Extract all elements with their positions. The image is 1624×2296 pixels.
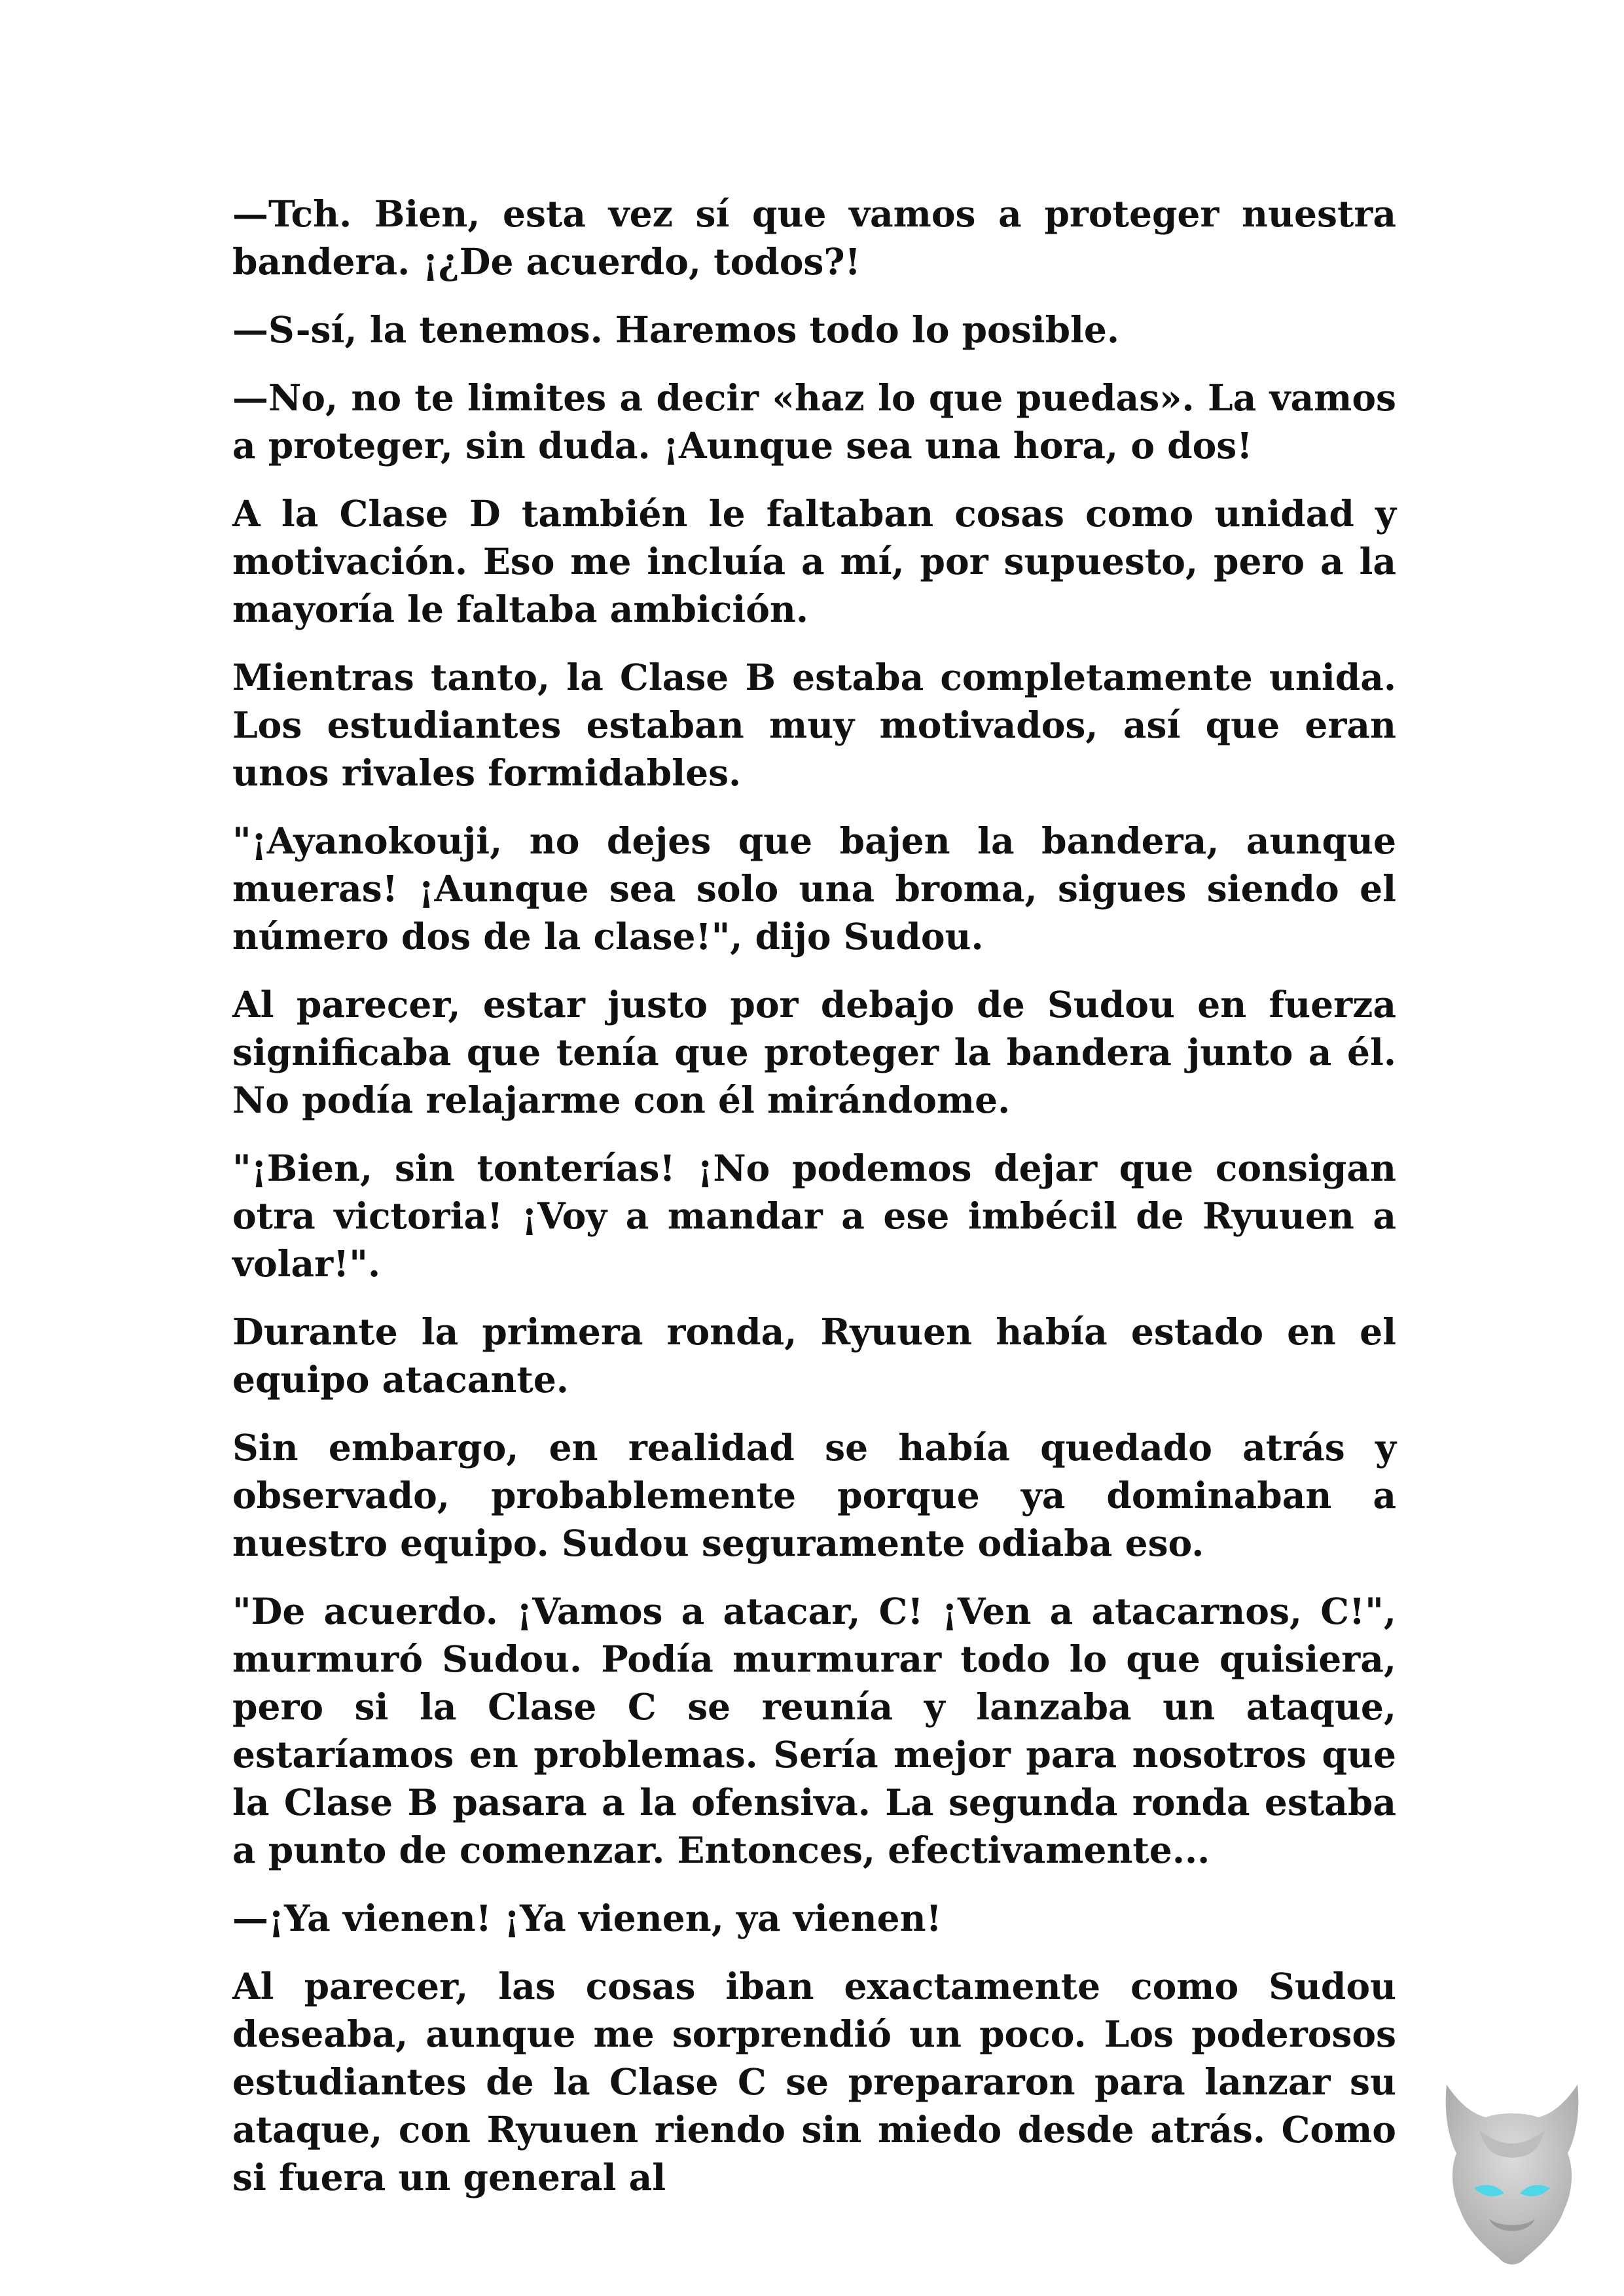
paragraph: —No, no te limites a decir «haz lo que puedas». La vamos a proteger, sin duda. ¡Aunque sea una hora, o dos! xyxy=(232,376,1396,467)
paragraph: Durante la primera ronda, Ryuuen había estado en el equipo atacante. xyxy=(232,1310,1396,1401)
paragraph: Al parecer, estar justo por debajo de Sudou en fuerza significaba que tenía que proteger la bandera junto a él. No podía relajarme con él mirándome. xyxy=(232,983,1396,1121)
paragraph: "¡Bien, sin tonterías! ¡No podemos dejar que consigan otra victoria! ¡Voy a mandar a ese imbécil de Ryuuen a volar!". xyxy=(232,1147,1396,1285)
paragraph: —Tch. Bien, esta vez sí que vamos a proteger nuestra bandera. ¡¿De acuerdo, todos?! xyxy=(232,192,1396,283)
paragraph: —¡Ya vienen! ¡Ya vienen, ya vienen! xyxy=(232,1897,942,1939)
paragraph: "De acuerdo. ¡Vamos a atacar, C! ¡Ven a atacarnos, C!", murmuró Sudou. Podía murmurar todo lo que quisiera, pero si la Clase C se reunía y lanzaba un ataque, estaríamos en problemas. Sería mejor para nosotros que la Clase B pasara a la ofensiva. La segunda ronda estaba a punto de comenzar. Entonces, efectivamente... xyxy=(232,1590,1396,1871)
paragraph: Sin embargo, en realidad se había quedado atrás y observado, probablemente porque ya dominaban a nuestro equipo. Sudou seguramente odiaba eso. xyxy=(232,1426,1396,1564)
page-body xyxy=(232,190,1396,2221)
paragraph: "¡Ayanokouji, no dejes que bajen la bandera, aunque mueras! ¡Aunque sea solo una broma, sigues siendo el número dos de la clase!", dijo Sudou. xyxy=(232,819,1396,958)
demon-head-icon xyxy=(1434,2078,1591,2274)
paragraph: —S-sí, la tenemos. Haremos todo lo posible. xyxy=(232,308,1120,351)
paragraph: Al parecer, las cosas iban exactamente como Sudou deseaba, aunque me sorprendió un poco. Los poderosos estudiantes de la Clase C se prepararon para lanzar su ataque, con Ryuuen riendo sin miedo desde atrás. Como si fuera un general al xyxy=(232,1965,1396,2198)
paragraph: A la Clase D también le faltaban cosas como unidad y motivación. Eso me incluía a mí, por supuesto, pero a la mayoría le faltaba ambición. xyxy=(232,492,1396,630)
paragraph: Mientras tanto, la Clase B estaba completamente unida. Los estudiantes estaban muy motivados, así que eran unos rivales formidables. xyxy=(232,656,1396,794)
demon-head-shape xyxy=(1446,2085,1579,2265)
